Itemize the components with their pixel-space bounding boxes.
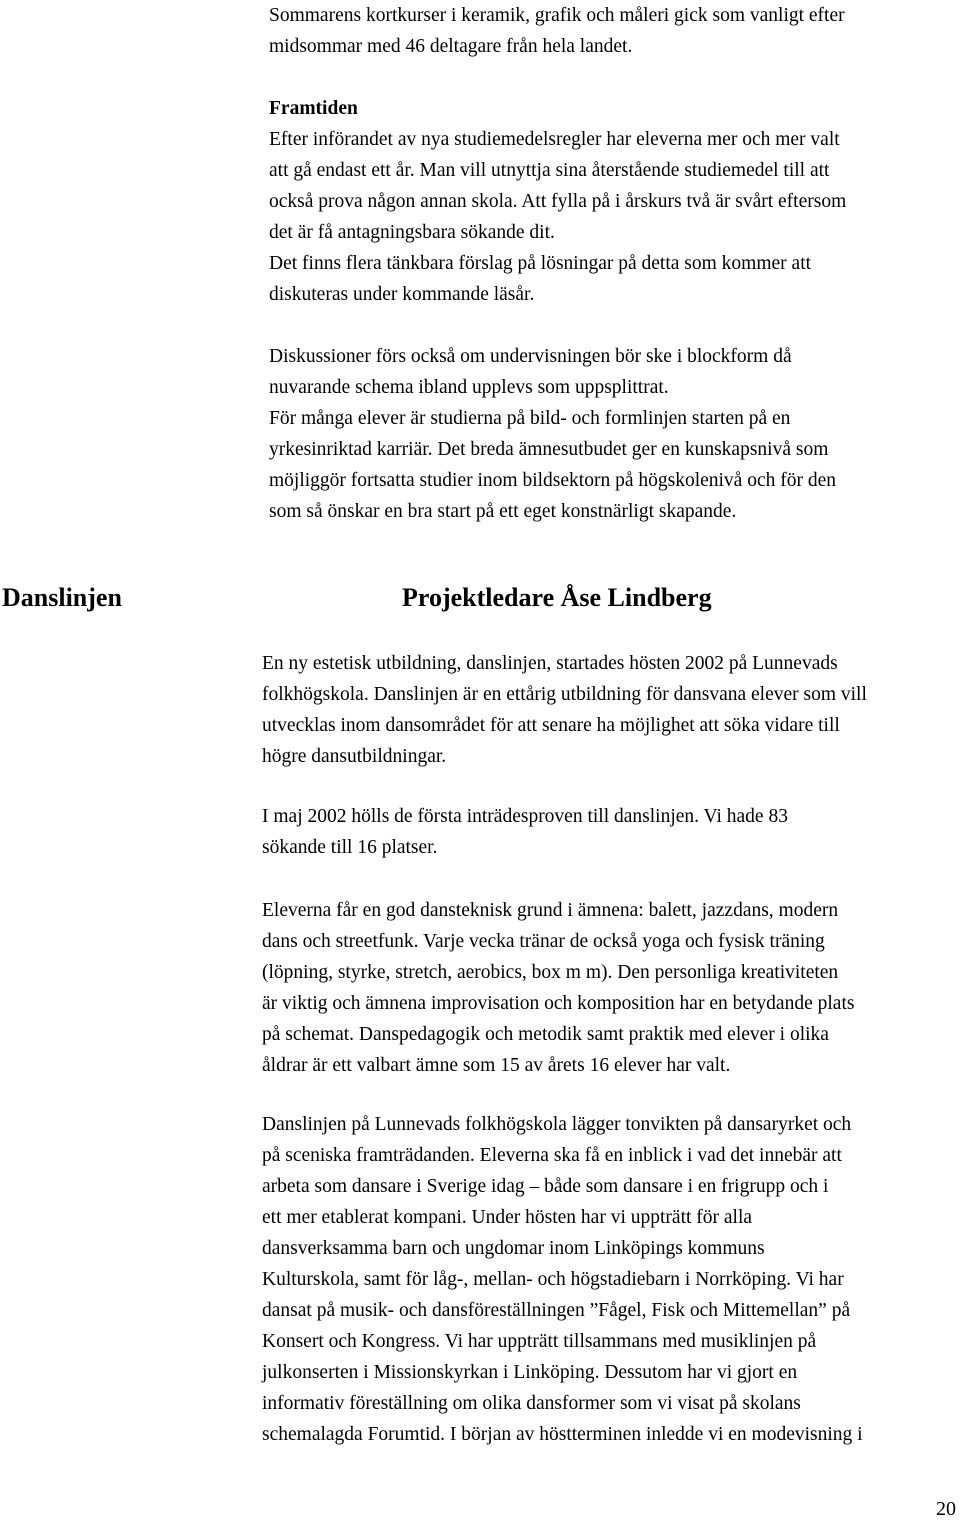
text-line: nuvarande schema ibland upplevs som uppsplittrat. — [269, 377, 669, 398]
text-line: I maj 2002 hölls de första inträdesproven till danslinjen. Vi hade 83 — [262, 806, 788, 827]
text-line: För många elever är studierna på bild- och formlinjen starten på en — [269, 408, 791, 429]
blank-line — [269, 62, 846, 93]
text-line: möjliggör fortsatta studier inom bildsektorn på högskolenivå och för den — [269, 470, 837, 491]
text-line: högre dansutbildningar. — [262, 746, 447, 767]
text-line: arbeta som dansare i Sverige idag – både som dansare i en frigrupp och i — [262, 1176, 829, 1197]
text-line: Danslinjen på Lunnevads folkhögskola lägger tonvikten på dansaryrket och — [262, 1114, 852, 1135]
text-line: informativ föreställning om olika dansformer som vi visat på skolans — [262, 1393, 801, 1414]
text-line: folkhögskola. Danslinjen är en ettårig utbildning för dansvana elever som vill — [262, 684, 867, 705]
text-line: är viktig och ämnena improvisation och komposition har en betydande plats — [262, 993, 855, 1014]
text-line: åldrar är ett valbart ämne som 15 av årets 16 elever har valt. — [262, 1055, 731, 1076]
text-line: Konsert och Kongress. Vi har uppträtt tillsammans med musiklinjen på — [262, 1331, 817, 1352]
framtiden-heading-text: Framtiden — [269, 98, 358, 119]
text-line: Eleverna får en god dansteknisk grund i ämnena: balett, jazzdans, modern — [262, 900, 839, 921]
text-line: julkonserten i Missionskyrkan i Linköping. Dessutom har vi gjort en — [262, 1362, 798, 1383]
dans-paragraph-4 — [262, 1109, 863, 1450]
text-line: midsommar med 46 deltagare från hela landet. — [269, 36, 633, 57]
text-line: sökande till 16 platser. — [262, 837, 438, 858]
text-line: att gå endast ett år. Man vill utnyttja sina återstående studiemedel till att — [269, 160, 830, 181]
framtiden-heading — [269, 93, 846, 124]
top-text-block — [269, 0, 846, 527]
section-title: Danslinjen — [2, 583, 122, 612]
text-line: dans och streetfunk. Varje vecka tränar de också yoga och fysisk träning — [262, 931, 825, 952]
text-line: också prova någon annan skola. Att fylla på i årskurs två är svårt eftersom — [269, 191, 847, 212]
project-leader-heading: Projektledare Åse Lindberg — [402, 583, 712, 612]
text-line: som så önskar en bra start på ett eget konstnärligt skapande. — [269, 501, 737, 522]
text-line: på schemat. Danspedagogik och metodik samt praktik med elever i olika — [262, 1024, 829, 1045]
text-line: Det finns flera tänkbara förslag på lösningar på detta som kommer att — [269, 253, 812, 274]
dans-paragraph-2 — [262, 801, 788, 863]
text-line: Efter införandet av nya studiemedelsregler har eleverna mer och mer valt — [269, 129, 840, 150]
text-line: dansat på musik- och dansföreställningen ”Fågel, Fisk och Mittemellan” på — [262, 1300, 851, 1321]
text-line: det är få antagningsbara sökande dit. — [269, 222, 555, 243]
text-line: ett mer etablerat kompani. Under hösten har vi uppträtt för alla — [262, 1207, 753, 1228]
dans-paragraph-1 — [262, 648, 867, 772]
text-line: (löpning, styrke, stretch, aerobics, box m m). Den personliga kreativiteten — [262, 962, 839, 983]
text-line: yrkesinriktad karriär. Det breda ämnesutbudet ger en kunskapsnivå som — [269, 439, 829, 460]
text-line: Sommarens kortkurser i keramik, grafik och måleri gick som vanligt efter — [269, 5, 845, 26]
text-line: dansverksamma barn och ungdomar inom Linköpings kommuns — [262, 1238, 765, 1259]
text-line: diskuteras under kommande läsår. — [269, 284, 535, 305]
text-line: schemalagda Forumtid. I början av höstterminen inledde vi en modevisning i — [262, 1424, 863, 1445]
text-line: En ny estetisk utbildning, danslinjen, startades hösten 2002 på Lunnevads — [262, 653, 838, 674]
dans-paragraph-3 — [262, 895, 854, 1081]
text-line: Diskussioner förs också om undervisningen bör ske i blockform då — [269, 346, 792, 367]
blank-line — [269, 310, 846, 341]
text-line: Kulturskola, samt för låg-, mellan- och högstadiebarn i Norrköping. Vi har — [262, 1269, 844, 1290]
text-line: utvecklas inom dansområdet för att senare ha möjlighet att söka vidare till — [262, 715, 840, 736]
text-line: på sceniska framträdanden. Eleverna ska få en inblick i vad det innebär att — [262, 1145, 842, 1166]
page-number: 20 — [936, 1498, 956, 1520]
